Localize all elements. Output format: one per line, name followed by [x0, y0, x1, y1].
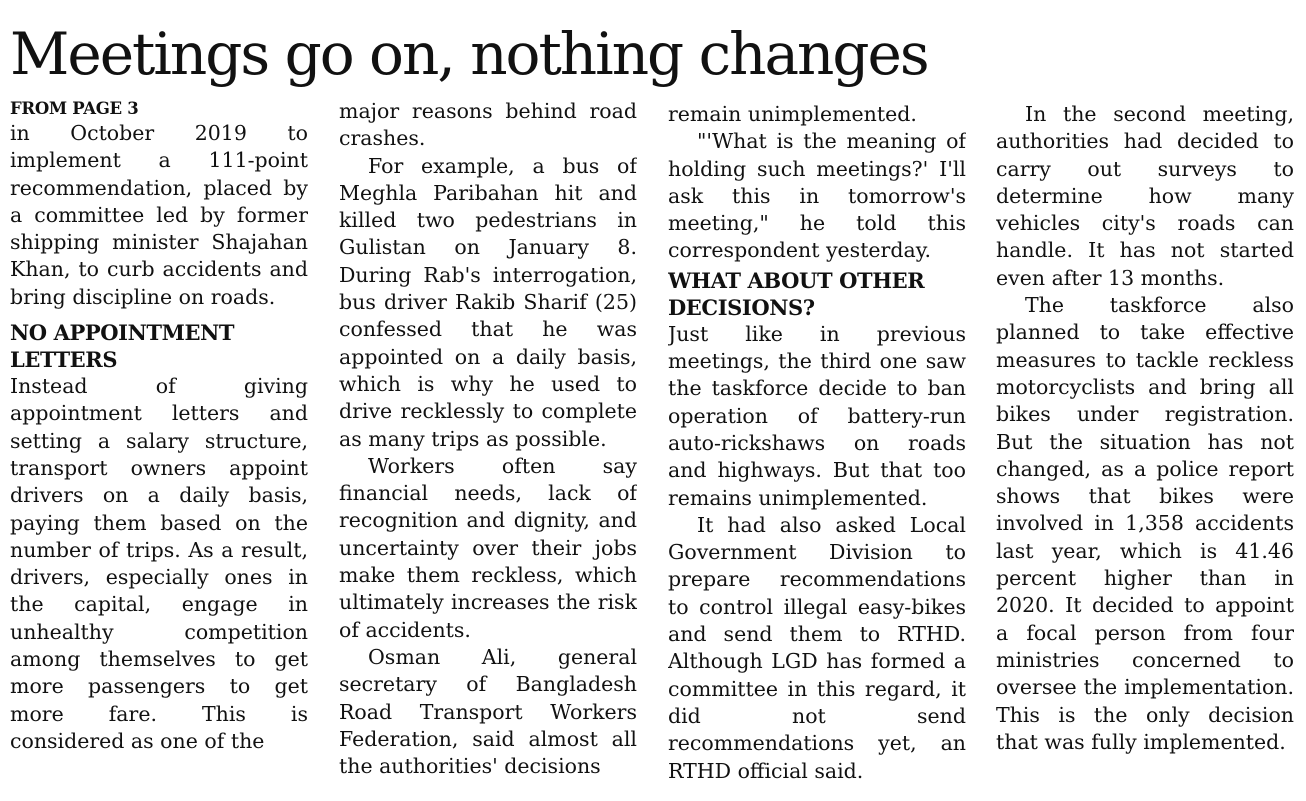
article-column-1 — [10, 98, 308, 798]
paragraph: major reasons behind road crashes. — [339, 99, 637, 151]
paragraph: Just like in previous meetings, the third one saw the taskforce decide to ban operation of battery-run auto-rickshaws on roads and highways. But that too remains unimplemented. — [668, 321, 966, 510]
article-column-4 — [996, 101, 1294, 801]
kicker-from-page: FROM PAGE 3 — [10, 99, 139, 118]
paragraph: In the second meeting, authorities had decided to carry out surveys to determine how many vehicles city's roads can handle. It has not started even after 13 months. — [996, 102, 1294, 290]
paragraph: Osman Ali, general secretary of Bangladesh Road Transport Workers Federation, said almost all the authorities' decisions — [339, 644, 637, 779]
paragraph: "'What is the meaning of holding such meetings?' I'll ask this in tomorrow's meeting," he told this correspondent yesterday. — [668, 129, 966, 263]
paragraph: remain unimplemented. — [668, 102, 917, 126]
headline: Meetings go on, nothing changes — [10, 20, 928, 88]
paragraph: It had also asked Local Government Division to prepare recommendations to control illegal easy-bikes and send them to RTHD. Although LGD has formed a committee in this regard, it did not send recommendations yet, an RTHD official said. — [668, 512, 966, 783]
paragraph: For example, a bus of Meghla Paribahan hit and killed two pedestrians in Gulistan on January 8. During Rab's interrogation, bus driver Rakib Sharif (25) confessed that he was appointed on a daily basis, which is why he used to drive recklessly to complete as many trips as possible. — [339, 153, 637, 451]
paragraph: Workers often say financial needs, lack of recognition and dignity, and uncertainty over their jobs make them reckless, which ultimately increases the risk of accidents. — [339, 453, 637, 642]
subhead-no-appointment-letters: NO APPOINTMENT LETTERS — [10, 320, 235, 373]
paragraph: Instead of giving appointment letters and setting a salary structure, transport owners appoint drivers on a daily basis, paying them based on the number of trips. As a result, drivers, especially ones in the capital, engage in unhealthy competition among themselves to get more passengers to get more fare. This is considered as one of the — [10, 374, 308, 753]
subhead-what-about-other-decisions: WHAT ABOUT OTHER DECISIONS? — [668, 267, 925, 320]
article-column-2 — [339, 98, 637, 798]
article-column-3 — [668, 101, 966, 801]
paragraph: The taskforce also planned to take effective measures to tackle reckless motorcyclists and bring all bikes under registration. But the situation has not changed, as a police report shows that bikes were involved in 1,358 accidents last year, which is 41.46 percent higher than in 2020. It decided to appoint a focal person from four ministries concerned to oversee the implementation. This is the only decision that was fully implemented. — [996, 293, 1294, 754]
paragraph: in October 2019 to implement a 111-point recommendation, placed by a committee led by former shipping minister Shajahan Khan, to curb accidents and bring discipline on roads. — [10, 121, 308, 309]
